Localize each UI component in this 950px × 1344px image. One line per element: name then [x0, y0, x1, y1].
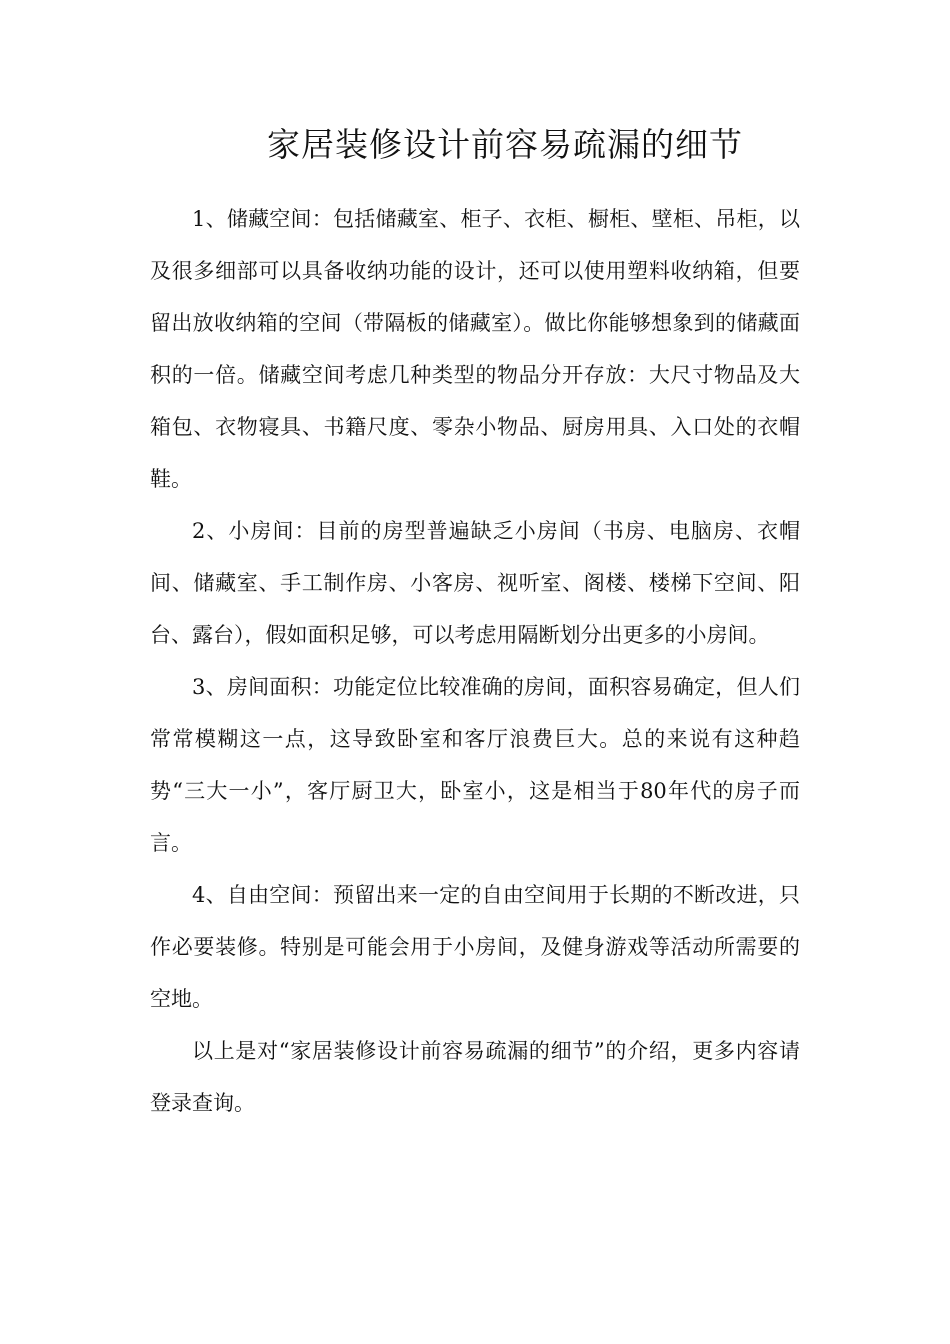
paragraph-room-area: 3、房间面积：功能定位比较准确的房间，面积容易确定，但人们常常模糊这一点，这导致卧室和客厅浪费巨大。总的来说有这种趋势“三大一小”，客厅厨卫大，卧室小，这是相当于80年代的房子而言。 — [150, 675, 800, 855]
paragraph-conclusion: 以上是对“家居装修设计前容易疏漏的细节”的介绍，更多内容请登录查询。 — [150, 1039, 800, 1115]
paragraph-storage-space: 1、储藏空间：包括储藏室、柜子、衣柜、橱柜、壁柜、吊柜，以及很多细部可以具备收纳功能的设计，还可以使用塑料收纳箱，但要留出放收纳箱的空间（带隔板的储藏室）。做比你能够想象到的储藏面积的一倍。储藏空间考虑几种类型的物品分开存放：大尺寸物品及大箱包、衣物寝具、书籍尺度、零杂小物品、厨房用具、入口处的衣帽鞋。 — [150, 207, 800, 491]
document-title: 家居装修设计前容易疏漏的细节 — [267, 125, 743, 164]
paragraph-small-rooms: 2、小房间：目前的房型普遍缺乏小房间（书房、电脑房、衣帽间、储藏室、手工制作房、小客房、视听室、阁楼、楼梯下空间、阳台、露台），假如面积足够，可以考虑用隔断划分出更多的小房间。 — [150, 519, 800, 647]
document-body — [150, 193, 800, 1129]
paragraph-free-space: 4、自由空间：预留出来一定的自由空间用于长期的不断改进，只作必要装修。特别是可能会用于小房间，及健身游戏等活动所需要的空地。 — [150, 883, 800, 1011]
